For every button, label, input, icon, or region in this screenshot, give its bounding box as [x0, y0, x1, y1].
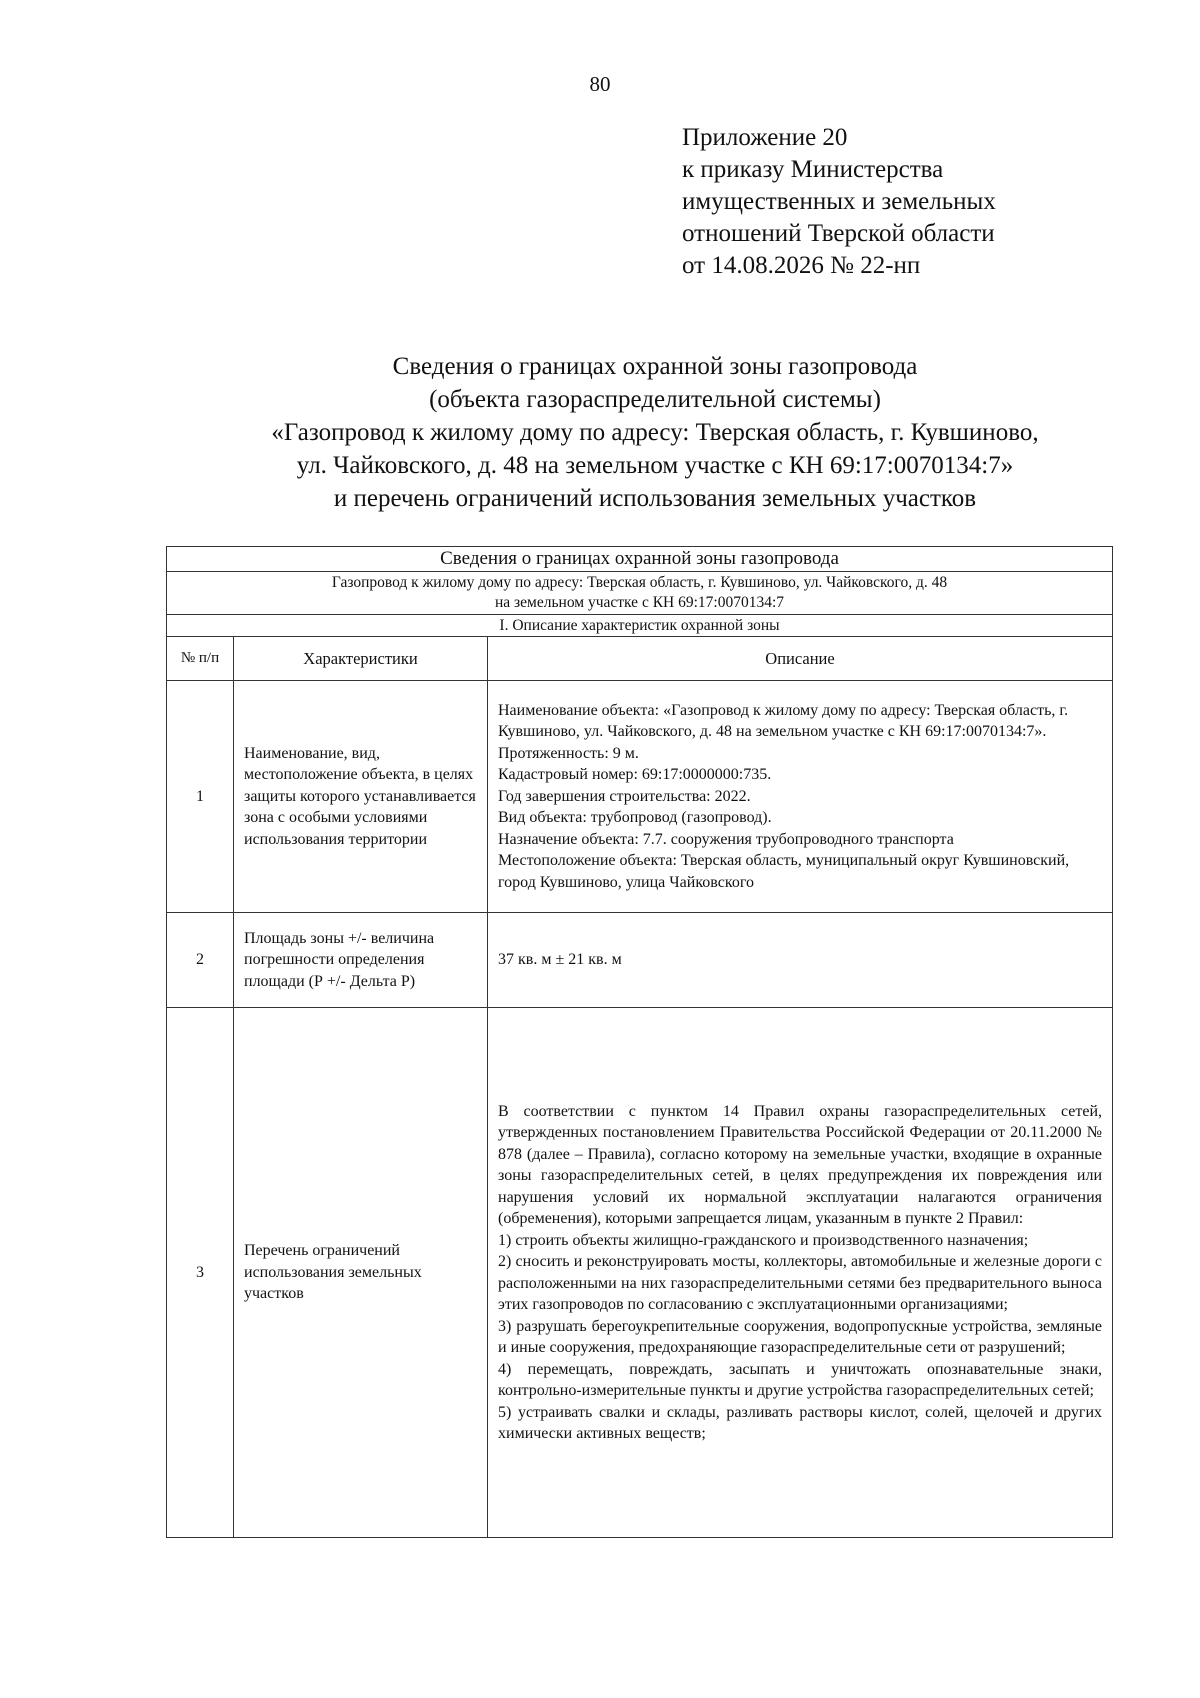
row-number: 3	[167, 1008, 234, 1538]
object-line: на земельном участке с КН 69:17:0070134:7	[494, 593, 785, 611]
title-line: Сведения о границах охранной зоны газопровода	[392, 353, 918, 380]
description-paragraph: В соответствии с пунктом 14 Правил охраны газораспределительных сетей, утвержденных постановлением Правительства Российской Федерации от 20.11.2000 № 878 (далее – Правила), согласно которому на земельные участки, входящие в охранные зоны газораспределительных сетей, в целях предупреждения их повреждения или нарушения условий их нормальной эксплуатации налагаются ограничения (обременения), которыми запрещается лицам, указанным в пункте 2 Правил:	[498, 1102, 1103, 1227]
description-paragraph: 1) строить объекты жилищно-гражданского и производственного назначения;	[498, 1231, 1029, 1249]
annex-line: имущественных и земельных	[682, 188, 996, 215]
row-number: 1	[167, 681, 234, 913]
title-line: (объекта газораспределительной системы)	[429, 386, 881, 413]
title-line: ул. Чайковского, д. 48 на земельном участке с КН 69:17:0070134:7»	[296, 452, 1014, 479]
row-number: 2	[167, 913, 234, 1008]
description-line: Протяженность: 9 м.	[498, 744, 639, 762]
description-line: Вид объекта: трубопровод (газопровод).	[498, 809, 772, 827]
description-paragraph: 4) перемещать, повреждать, засыпать и уничтожать опознавательные знаки, контрольно-измерительные пункты и другие устройства газораспределительных сетей;	[498, 1360, 1103, 1399]
description-paragraph: 3) разрушать берегоукрепительные сооружения, водопропускные устройства, земляные и иные сооружения, предохраняющие газораспределительные сети от разрушений;	[498, 1317, 1103, 1356]
title-line: «Газопровод к жилому дому по адресу: Тверская область, г. Кувшиново,	[271, 419, 1039, 446]
column-header-description: Описание	[488, 637, 1113, 681]
row-characteristic: Перечень ограничений использования земельных участков	[234, 1008, 488, 1538]
title-line: и перечень ограничений использования земельных участков	[333, 485, 977, 512]
row-characteristic: Наименование, вид, местоположение объекта, в целях защиты которого устанавливается зона с особыми условиями использования территории	[234, 681, 488, 913]
row-description	[488, 913, 1113, 1008]
page-number: 80	[589, 72, 611, 96]
table-header-title: Сведения о границах охранной зоны газопровода	[167, 547, 1113, 572]
column-header-characteristics: Характеристики	[234, 637, 488, 681]
table-row	[167, 913, 1113, 1008]
description-line: Наименование объекта: «Газопровод к жилому дому по адресу: Тверская область, г. Кувшиново, ул. Чайковского, д. 48 на земельном участке с КН 69:17:0070134:7».	[498, 701, 1069, 741]
description-paragraph: 5) устраивать свалки и склады, разливать растворы кислот, солей, щелочей и других химически активных веществ;	[498, 1403, 1103, 1442]
annex-line: к приказу Министерства	[682, 156, 944, 183]
table-row	[167, 1008, 1113, 1538]
zone-info-table	[166, 546, 1113, 1538]
row-description	[488, 1008, 1113, 1538]
description-line: Кадастровый номер: 69:17:0000000:735.	[498, 766, 772, 784]
row-characteristic: Площадь зоны +/- величина погрешности определения площади (Р +/- Дельта Р)	[234, 913, 488, 1008]
annex-line: отношений Тверской области	[682, 220, 995, 247]
row-description	[488, 681, 1113, 913]
document-title	[0, 350, 1200, 515]
column-header-number: № п/п	[167, 637, 234, 681]
description-line: 37 кв. м ± 21 кв. м	[498, 951, 622, 969]
description-paragraph: 2) сносить и реконструировать мосты, коллекторы, автомобильные и железные дороги с расположенными на них газораспределительными сетями без предварительного выноса этих газопроводов по согласованию с эксплуатационными организациями;	[498, 1253, 1103, 1313]
description-line: Назначение объекта: 7.7. сооружения трубопроводного транспорта	[498, 830, 954, 848]
table-row	[167, 681, 1113, 913]
annex-line: Приложение 20	[682, 124, 848, 151]
table-section-title: I. Описание характеристик охранной зоны	[167, 614, 1113, 637]
annex-line: от 14.08.2026 № 22-нп	[682, 252, 921, 279]
description-line: Местоположение объекта: Тверская область, муниципальный округ Кувшиновский, город Кувшиново, улица Чайковского	[498, 852, 1070, 891]
annex-block	[682, 122, 996, 282]
table-object-name	[167, 571, 1113, 614]
object-line: Газопровод к жилому дому по адресу: Тверская область, г. Кувшиново, ул. Чайковского, д. 48	[331, 573, 948, 591]
description-line: Год завершения строительства: 2022.	[498, 787, 751, 805]
